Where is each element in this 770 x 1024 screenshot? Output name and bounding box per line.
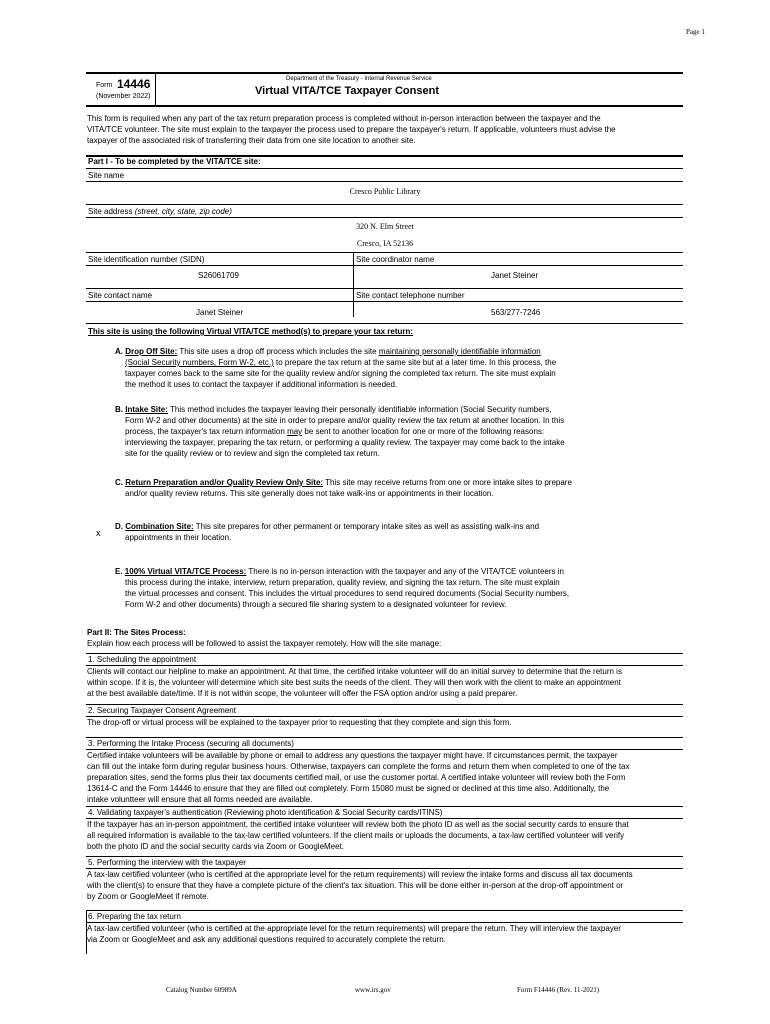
sidn-value: S26061709 (198, 271, 239, 280)
method-b-line-4: interviewing the taxpayer, preparing the tax return, or performing a quality review. The taxpayer may come back to the intake (125, 438, 565, 447)
page-number: Page 1 (686, 28, 705, 36)
method-b-line-2: Form W-2 and other documents) at the site in order to prepare and/or quality review the tax return at another location. In this (125, 416, 565, 425)
section-5-line-1: A tax-law certified volunteer (who is certified at the appropriate level for the return requirements) will review the intake forms and discuss all tax documents (87, 870, 633, 879)
method-e-title: 100% Virtual VITA/TCE Process: (124, 567, 247, 576)
section-3-line-5: intake voluntteer will ensure that all forms needed are available. (87, 795, 313, 804)
method-d-title: Combination Site: (125, 522, 194, 531)
method-e-letter: E. (115, 567, 123, 576)
method-a-line-1b: maintaining personally identifiable information (378, 347, 541, 356)
section-4-line-3: both the photo ID and the social security cards via Zoom or GoogleMeet. (87, 842, 345, 851)
section-6-line-2: via Zoom or GoogleMeet and ask any additional questions required to accurately complete the return. (87, 935, 446, 944)
section-4-line-1: If the taxpayer has an in-person appointment, the certified intake volunteer will review both the photo ID as well as the social security cards to ensure that (87, 820, 629, 829)
section-1-line-2: within scope. If it is, the volunteer will determine which site best suits the needs of the client. They will then work with the client to make an appointment (87, 678, 621, 687)
site-name-label: Site name (88, 171, 125, 180)
method-b-line-3a: process, the taxpayer's tax return information (125, 427, 285, 436)
form-prefix: Form (96, 82, 113, 89)
method-c-line-1: This site may receive returns from one or more intake sites to prepare (325, 478, 572, 487)
method-c-line-2: and/or quality review returns. This site generally does not take walk-ins or appointments in their location. (125, 489, 494, 498)
address-line-2: Cresco, IA 52136 (356, 239, 414, 248)
section-1-label: 1. Scheduling the appointment (88, 655, 197, 664)
method-b-title: Intake Site: (125, 405, 168, 414)
method-a-line-2b: to prepare the tax return at the same site but at a later time. In this process, the (276, 358, 557, 367)
method-d-line-1: This site prepares for other permanent or temporary intake sites as well as assisting walk-ins and (195, 522, 540, 531)
section-3-label: 3. Performing the Intake Process (securing all documents) (88, 739, 294, 748)
method-a-line-3: taxpayer comes back to the same site for the quality review and/or signing the completed tax return. The site must explain (125, 369, 556, 378)
section-5-line-2: with the client(s) to ensure that they have a complete picture of the client's tax situation. This will be done either in-person at the drop-off appointment or (87, 881, 624, 890)
section-2-label: 2. Securing Taxpayer Consent Agreement (88, 706, 236, 715)
catalog-number: Catalog Number 60989A (166, 986, 237, 994)
section-5-line-3: by Zoom or GoogleMeet if remote. (87, 892, 209, 901)
section-6-line-1: A tax-law certified volunteer (who is certified at the appropriate level for the return requirements) will prepare the return. They will interview the taxpayer (87, 924, 621, 933)
section-2-line-1: The drop-off or virtual process will be explained to the taxpayer prior to requesting that they complete and sign this form. (87, 718, 512, 727)
site-address-label: Site address (88, 207, 133, 216)
section-6-label: 6. Preparing the tax return (88, 912, 181, 921)
method-e-line-4: Form W-2 and other documents) through a secured file sharing system to a designated volunteer for review. (125, 600, 507, 609)
sidn-label: Site identification number (SIDN) (88, 255, 205, 264)
method-b-line-1: This method includes the taxpayer leaving their personally identifiable information (Social Security numbers, (170, 405, 552, 414)
part-2-heading: Part II: The Sites Process: (87, 628, 186, 637)
section-3-line-4: 13614-C and the Form 14446 to ensure that they are filled out completely. Form 15080 must be signed or declined at this time also. Additionally, the (87, 784, 610, 793)
intro-line-3: taxpayer of the associated risk of transferring their data from one site location to another site. (87, 136, 416, 145)
method-d-letter: D. (115, 522, 123, 531)
section-3-line-2: can fill out the intake form during regular business hours. Otherwise, taxpayers can complete the forms and return them when completed to one of the tax (87, 762, 630, 771)
method-a-line-2a: (Social Security numbers, Form W-2, etc.) (125, 358, 274, 367)
method-b-line-5: site for the quality review or to review and sign the completed tax return. (125, 449, 380, 458)
form-title: Virtual VITA/TCE Taxpayer Consent (255, 85, 439, 97)
coordinator-label: Site coordinator name (356, 255, 435, 264)
method-e-line-2: this process during the intake, interview, return preparation, quality review, and signing the tax return. The site must explain (125, 578, 560, 587)
method-b-line-3c: be sent to another location for one or more of the following reasons: (304, 427, 545, 436)
intro-line-2: VITA/TCE volunteer. The site must explain to the taxpayer the process used to prepare the taxpayer's return. If applicable, volunteers must advise the (87, 125, 616, 134)
method-c-title: Return Preparation and/or Quality Review Only Site: (125, 478, 324, 487)
irs-website: www.irs.gov (355, 986, 391, 994)
agency-name: Department of the Treasury - Internal Revenue Service (286, 76, 432, 82)
site-name-value: Cresco Public Library (349, 187, 421, 196)
site-address-hint: (street, city, state, zip code) (134, 207, 232, 216)
form-number: 14446 (117, 77, 151, 91)
address-line-1: 320 N. Elm Street (356, 222, 414, 231)
section-4-label: 4. Validating taxpayer's authentication (Reviewing photo identification & Social Security cards/ITINS) (88, 808, 443, 817)
method-c-letter: C. (115, 478, 123, 487)
method-e-line-3: the virtual processes and consent. This includes the virtual procedures to send required documents (Social Security numbers, (125, 589, 570, 598)
section-3-line-3: preparation sites, send the forms plus their tax documents certified mail, or use the customer portal. A certified intake volunteer will review both the Form (87, 773, 626, 782)
method-a-title: Drop Off Site: (125, 347, 178, 356)
intro-line-1: This form is required when any part of the tax return preparation process is completed without in-person interaction between the taxpayer and the (87, 114, 601, 123)
section-5-label: 5. Performing the interview with the taxpayer (88, 858, 246, 867)
method-e-line-1: There is no in-person interaction with the taxpayer and any of the VITA/TCE volunteers in (248, 567, 564, 576)
coordinator-value: Janet Steiner (491, 271, 539, 280)
contact-value: Janet Steiner (196, 308, 244, 317)
method-d-checkmark: x (96, 528, 101, 538)
part-1-heading: Part I - To be completed by the VITA/TCE site: (88, 157, 261, 166)
phone-value: 563/277-7246 (491, 308, 541, 317)
method-a-line-1a: This site uses a drop off process which includes the site (179, 347, 377, 356)
method-a-letter: A. (115, 347, 123, 356)
method-d-line-2: appointments in their location. (125, 533, 232, 542)
part-2-subheading: Explain how each process will be followed to assist the taxpayer remotely. How will the site manage: (87, 639, 442, 648)
contact-label: Site contact name (88, 291, 153, 300)
section-4-line-2: all required information is available to the tax-law certified volunteers. If the client mails or uploads the documents, a tax-law certified volunteer will verify (87, 831, 625, 840)
phone-label: Site contact telephone number (356, 291, 465, 300)
section-1-line-1: Clients will contact our helpline to make an appointment. At that time, the certified intake volunteer will do an initial survey to determine that the return is (87, 667, 622, 676)
method-b-letter: B. (115, 405, 123, 414)
method-a-line-4: the method it uses to contact the taxpayer if additional information is needed. (125, 380, 398, 389)
form-revision: Form F14446 (Rev. 11-2021) (517, 986, 600, 994)
form-date: (November 2022) (96, 93, 151, 100)
section-3-line-1: Certified intake volunteers will be available by phone or email to address any questions the taxpayer might have. If circumstances permit, the taxpayer (87, 751, 618, 760)
method-b-line-3b: may (287, 427, 303, 436)
section-1-line-3: at the best available date/time. If it is not within scope, the volunteer will offer the FSA option and/or using a paid preparer. (87, 689, 518, 698)
methods-heading: This site is using the following Virtual VITA/TCE method(s) to prepare your tax return: (88, 327, 414, 336)
